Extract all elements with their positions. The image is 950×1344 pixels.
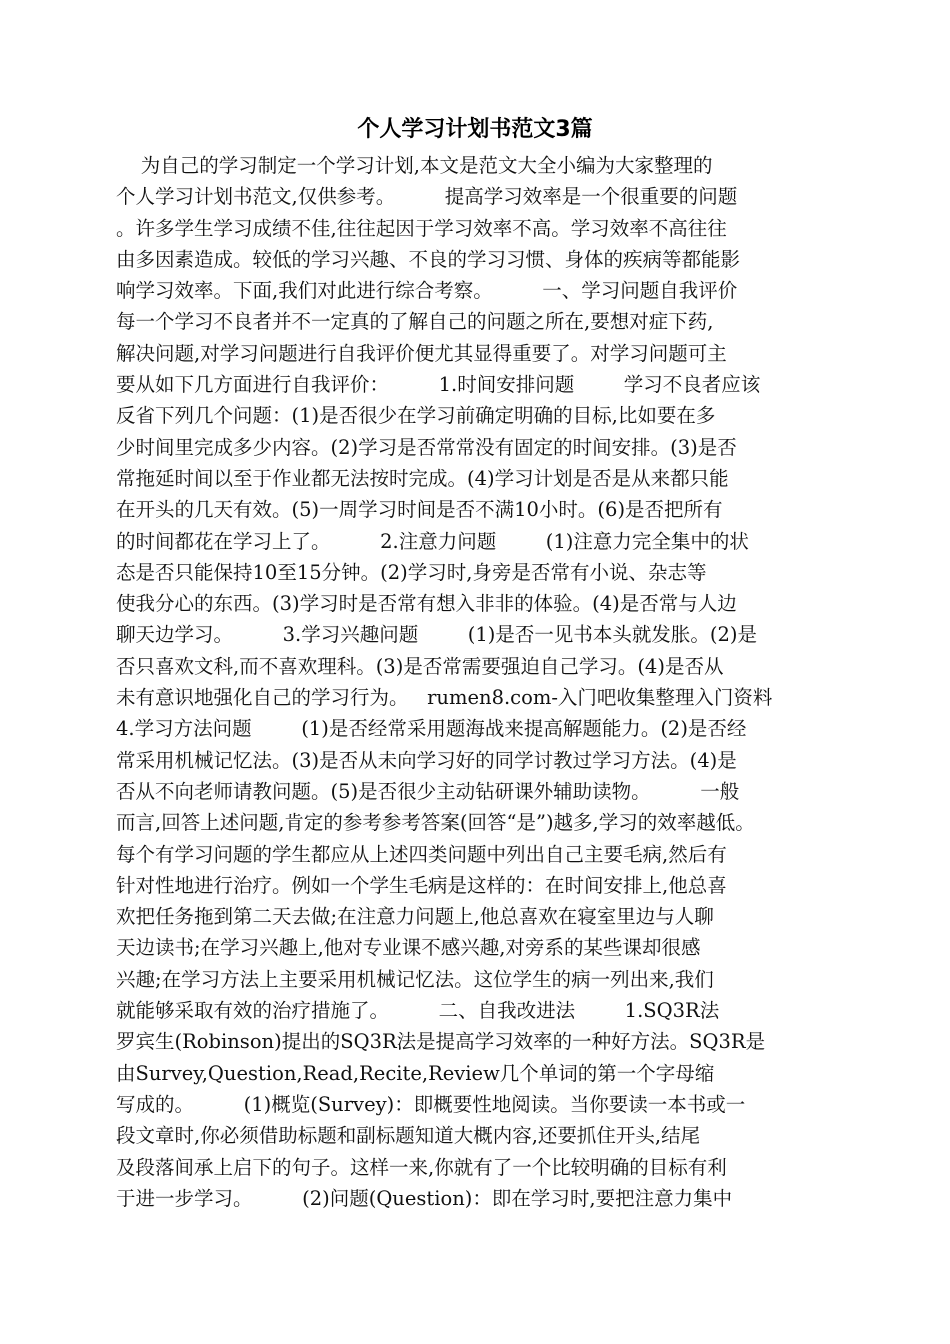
text-line: 兴趣;在学习方法上主要采用机械记忆法。这位学生的病一列出来,我们 (116, 967, 714, 991)
text-line: 每一个学习不良者并不一定真的了解自己的问题之所在,要想对症下药, (116, 310, 714, 334)
text-line: 每个有学习问题的学生都应从上述四类问题中列出自己主要毛病,然后有 (116, 842, 727, 866)
text-line: 聊天边学习。 3.学习兴趣问题 (1)是否一见书本头就发胀。(2)是 (116, 623, 758, 647)
document-title: 个人学习计划书范文3篇 (357, 117, 593, 142)
text-line: 常拖延时间以至于作业都无法按时完成。(4)学习计划是否是从来都只能 (116, 466, 729, 490)
text-line: 。许多学生学习成绩不佳,往往起因于学习效率不高。学习效率不高往往 (116, 216, 727, 240)
text-line: 否从不向老师请教问题。(5)是否很少主动钻研课外辅助读物。 一般 (116, 779, 740, 803)
text-line: 使我分心的东西。(3)学习时是否常有想入非非的体验。(4)是否常与人边 (116, 592, 737, 616)
text-line: 否只喜欢文科,而不喜欢理科。(3)是否常需要强迫自己学习。(4)是否从 (116, 654, 724, 678)
text-line: 及段落间承上启下的句子。这样一来,你就有了一个比较明确的目标有利 (116, 1155, 727, 1179)
text-line: 常采用机械记忆法。(3)是否从未向学习好的同学讨教过学习方法。(4)是 (116, 748, 737, 772)
text-line: 就能够采取有效的治疗措施了。 二、自我改进法 1.SQ3R法 (116, 999, 720, 1023)
text-line: 段文章时,你必须借助标题和副标题知道大概内容,还要抓住开头,结尾 (116, 1124, 701, 1148)
text-line: 为自己的学习制定一个学习计划,本文是范文大全小编为大家整理的 (116, 154, 713, 177)
text-line: 反省下列几个问题：(1)是否很少在学习前确定明确的目标,比如要在多 (116, 404, 716, 428)
text-line: 4.学习方法问题 (1)是否经常采用题海战来提高解题能力。(2)是否经 (116, 717, 747, 741)
text-line: 写成的。 (1)概览(Survey)：即概要性地阅读。当你要读一本书或一 (116, 1092, 746, 1116)
text-line: 在开头的几天有效。(5)一周学习时间是否不满10小时。(6)是否把所有 (116, 498, 723, 522)
text-line: 未有意识地强化自己的学习行为。 rumen8.com-入门吧收集整理入门资料 (116, 686, 773, 710)
text-line: 态是否只能保持10至15分钟。(2)学习时,身旁是否常有小说、杂志等 (116, 560, 707, 584)
text-line: 由Survey,Question,Read,Recite,Review几个单词的第一个字母缩 (116, 1061, 715, 1085)
text-line: 欢把任务拖到第二天去做;在注意力问题上,他总喜欢在寝室里边与人聊 (116, 905, 714, 929)
text-line: 个人学习计划书范文,仅供参考。 提高学习效率是一个很重要的问题 (116, 185, 738, 209)
text-line: 解决问题,对学习问题进行自我评价便尤其显得重要了。对学习问题可主 (116, 341, 727, 365)
text-line: 的时间都花在学习上了。 2.注意力问题 (1)注意力完全集中的状 (116, 529, 749, 553)
text-line: 要从如下几方面进行自我评价： 1.时间安排问题 学习不良者应该 (116, 373, 761, 397)
text-line: 由多因素造成。较低的学习兴趣、不良的学习习惯、身体的疾病等都能影 (116, 247, 741, 271)
text-line: 罗宾生(Robinson)提出的SQ3R法是提高学习效率的一种好方法。SQ3R是 (116, 1030, 766, 1054)
text-line: 于进一步学习。 (2)问题(Question)：即在学习时,要把注意力集中 (116, 1186, 733, 1210)
text-line: 而言,回答上述问题,肯定的参考参考答案(回答“是”)越多,学习的效率越低。 (116, 811, 755, 835)
text-line: 天边读书;在学习兴趣上,他对专业课不感兴趣,对旁系的某些课却很感 (116, 936, 701, 960)
text-line: 针对性地进行治疗。例如一个学生毛病是这样的：在时间安排上,他总喜 (116, 873, 727, 897)
text-line: 少时间里完成多少内容。(2)学习是否常常没有固定的时间安排。(3)是否 (116, 435, 737, 459)
document-body (116, 150, 836, 1214)
text-line: 响学习效率。下面,我们对此进行综合考察。 一、学习问题自我评价 (116, 279, 738, 303)
